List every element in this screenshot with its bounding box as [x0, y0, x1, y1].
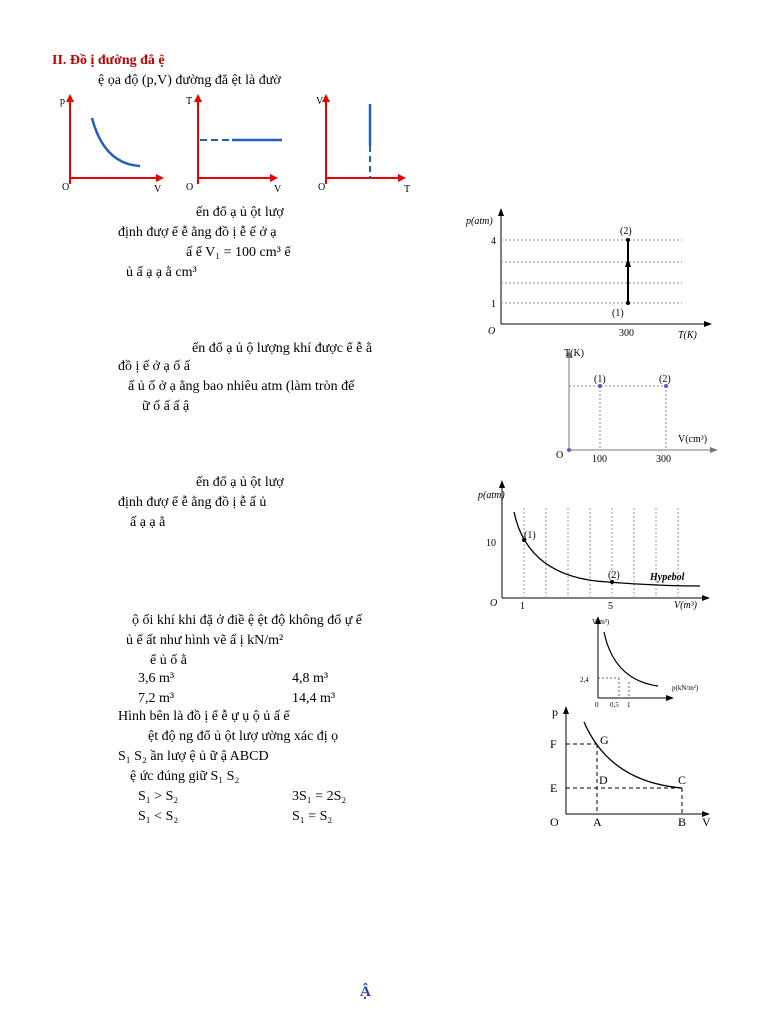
q1-origin: O — [488, 326, 496, 337]
q2-x-tick-300: 300 — [656, 454, 671, 465]
q3-x-tick-5: 5 — [608, 601, 613, 612]
q2-x-tick-100: 100 — [592, 454, 607, 465]
mini1-x-label: V — [154, 184, 162, 195]
q2-point-2-label: (2) — [659, 374, 671, 385]
q3-chart — [468, 478, 718, 618]
q5-option-c[interactable]: S₁ < S₂ — [138, 809, 179, 824]
q5-diagram — [544, 702, 724, 832]
q1-line-1: ến đổ ạ ủ ột lượ — [196, 205, 284, 220]
page-footer: Ậ — [360, 984, 371, 1000]
mini2-x-label: V — [274, 184, 282, 195]
q1-y-tick-4: 4 — [491, 236, 496, 247]
q1-chart — [466, 206, 726, 346]
q4-option-d[interactable]: 14,4 m³ — [292, 691, 336, 706]
q4-x-label: p(kN/m²) — [672, 684, 699, 692]
q3-x-label: V(m³) — [674, 600, 697, 611]
q1-point-2-label: (2) — [620, 226, 632, 237]
mini3-y-label: V — [316, 96, 324, 107]
q5-y-label: p — [552, 705, 558, 719]
q5-point-b: B — [678, 815, 687, 829]
q1-line-3: ấ ế V₁ = 100 cm³ ể — [186, 245, 291, 260]
mini1-y-label: p — [60, 96, 65, 107]
q5-line-4: ệ ức đúng giữ S₁ S₂ — [130, 769, 240, 784]
q5-point-e: E — [550, 781, 558, 795]
q1-line-2: định đượ ể ễ ằng đồ ị ễ ế ở ạ — [118, 225, 277, 240]
q1-y-label: p(atm) — [466, 216, 493, 227]
q3-y-label: p(atm) — [478, 490, 505, 501]
q5-point-c: C — [678, 773, 687, 787]
q1-point-1-label: (1) — [612, 308, 624, 319]
q3-curve-label: Hypebol — [650, 572, 685, 583]
mini2-origin: O — [186, 182, 194, 193]
q4-chart — [572, 614, 722, 709]
q4-option-c[interactable]: 7,2 m³ — [138, 691, 175, 706]
q1-x-label: T(K) — [678, 330, 697, 341]
q2-y-label: T(K) — [564, 348, 584, 359]
section-heading: II. Đồ ị đường đẳ ệ — [52, 53, 165, 68]
q4-line-2: ủ ể ất như hình vẽ ấ ị kN/m² — [126, 633, 284, 648]
q4-y-label: V(m³) — [592, 618, 610, 626]
mini3-x-label: T — [404, 184, 411, 195]
q2-line-3: ấ ủ ố ở ạ ằng bao nhiêu atm (làm tròn đế — [128, 379, 355, 394]
q3-line-1: ến đổ ạ ủ ột lượ — [196, 475, 284, 490]
q4-y-tick-2-4: 2,4 — [580, 676, 589, 684]
q1-line-4: ủ ấ ạ ạ ằ cm³ — [126, 265, 197, 280]
q5-line-1: Hình bên là đồ ị ể ễ ự ụ ộ ủ ấ ể — [118, 709, 290, 724]
q4-curve — [604, 632, 658, 686]
q4-x-tick-0-5: 0,5 — [610, 701, 619, 709]
intro-text: ệ ọa độ (p,V) đường đẳ ệt là đườ — [98, 73, 281, 88]
q5-point-f: F — [550, 737, 557, 751]
q2-origin: O — [556, 450, 564, 461]
q2-x-label: V(cm³) — [678, 434, 708, 445]
q3-point-2-label: (2) — [608, 570, 620, 581]
q3-x-tick-1: 1 — [520, 601, 525, 612]
q3-line-2: định đượ ể ễ ằng đồ ị ễ ấ ủ — [118, 495, 267, 510]
mini2-y-label: T — [186, 96, 193, 107]
q2-line-2: đồ ị ế ở ạ ố ấ — [118, 359, 190, 374]
q5-line-3: S₁ S₂ ần lượ ệ ủ ữ ậ ABCD — [118, 749, 269, 764]
q4-x-tick-1: 1 — [627, 701, 631, 709]
q5-option-a[interactable]: S₁ > S₂ — [138, 789, 179, 804]
mini3-origin: O — [318, 182, 326, 193]
q3-line-3: ấ ạ ạ ằ — [130, 515, 166, 530]
q1-x-tick-300: 300 — [619, 328, 634, 339]
q4-option-a[interactable]: 3,6 m³ — [138, 671, 175, 686]
q4-x-tick-0: 0 — [595, 701, 599, 709]
q5-option-b[interactable]: 3S₁ = 2S₂ — [292, 789, 347, 804]
q2-point-1-label: (1) — [594, 374, 606, 385]
q1-y-tick-1: 1 — [491, 299, 496, 310]
q3-origin: O — [490, 598, 498, 609]
q4-line-3: ể ủ ố ằ — [150, 653, 187, 668]
q5-point-g: G — [600, 733, 609, 747]
q4-line-1: ộ ối khí khi đặ ở điề ệ ệt độ không đổ ự ế — [132, 613, 363, 628]
mini-graph-tv — [186, 92, 306, 195]
q2-line-4: ữ ố ấ ấ ậ — [142, 399, 190, 414]
q5-option-d[interactable]: S₁ = S₂ — [292, 809, 333, 824]
q2-chart — [554, 344, 734, 464]
q5-point-a: A — [593, 815, 602, 829]
q2-line-1: ến đổ ạ ủ ộ lượng khí được ể ễ ằ — [192, 341, 373, 356]
q4-option-b[interactable]: 4,8 m³ — [292, 671, 329, 686]
q5-x-label: V — [702, 815, 711, 829]
mini-graph-vt — [314, 92, 424, 195]
q3-y-tick-10: 10 — [486, 538, 496, 549]
q5-origin: O — [550, 815, 559, 829]
q5-point-d: D — [599, 773, 608, 787]
mini1-origin: O — [62, 182, 70, 193]
q3-point-1-label: (1) — [524, 530, 536, 541]
q5-line-2: ệt độ ng đổ ủ ột lượ ường xác đị ọ — [148, 729, 339, 744]
